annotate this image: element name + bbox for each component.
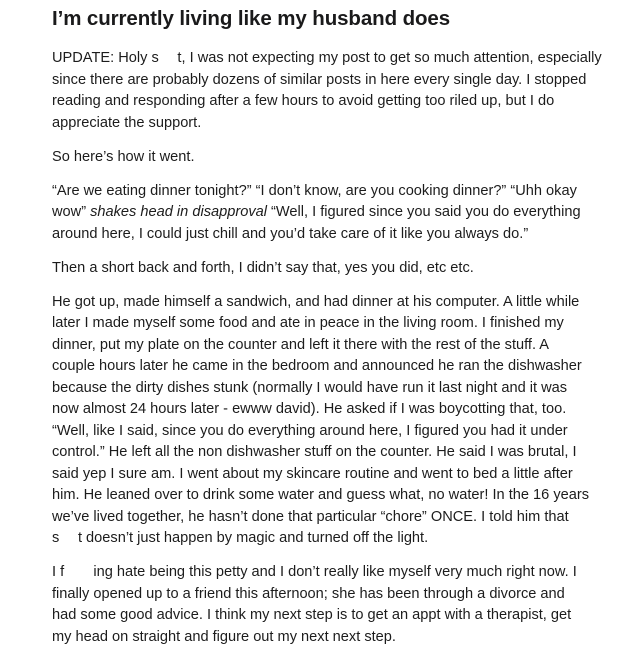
post-title: I’m currently living like my husband does [52, 7, 451, 30]
text-line: since there are probably dozens of similar posts in here every single day. I stopped [52, 71, 587, 88]
text-segment: wow” [52, 204, 91, 220]
text-line: finally opened up to a friend this afternoon; she has been through a divorce and [52, 585, 565, 602]
text-line: s t doesn’t just happen by magic and turned off the light. [52, 530, 429, 546]
story-paragraph [52, 292, 592, 550]
text-segment: “Well, I figured since you said you do everything [266, 204, 581, 220]
post [52, 4, 602, 661]
text-line: So here’s how it went. [52, 148, 195, 165]
text-line: “Well, like I said, since you do everything around here, I figured you had it under [52, 422, 568, 439]
text-line: “Are we eating dinner tonight?” “I don’t know, are you cooking dinner?” “Uhh okay [52, 182, 577, 199]
text-line: my head on straight and figure out my next next step. [52, 628, 396, 645]
post-body [52, 48, 602, 648]
update-paragraph [52, 48, 602, 134]
text-line: control.” He left all the non dishwasher stuff on the counter. He said I was brutal, I [52, 444, 577, 460]
text-line: Then a short back and forth, I didn’t say that, yes you did, etc etc. [52, 259, 474, 276]
text-line: later I made myself some food and ate in peace in the living room. I finished my [52, 315, 564, 331]
text-line: said yep I sure am. I went about my skincare routine and went to bed a little after [52, 465, 573, 482]
text-line: because the dirty dishes stunk (normally I would have run it last night and it was [52, 379, 568, 396]
text-line: UPDATE: Holy s t, I was not expecting my post to get so much attention, especially [52, 50, 602, 66]
closing-paragraph [52, 562, 592, 648]
dialogue-paragraph [52, 181, 592, 246]
text-line: I f ing hate being this petty and I don’t really like myself very much right now. I [52, 564, 577, 580]
text-line: appreciate the support. [52, 114, 202, 131]
text-line: dinner, put my plate on the counter and left it there with the rest of the stuff. A [52, 336, 550, 353]
text-line: now almost 24 hours later - ewww david). He asked if I was boycotting that, too. [52, 401, 567, 417]
text-line: couple hours later he came in the bedroom and announced he ran the dishwasher [52, 358, 582, 374]
text-line: we’ve lived together, he hasn’t done that particular “chore” ONCE. I told him that [52, 508, 569, 525]
text-line: him. He leaned over to drink some water and guess what, no water! In the 16 years [52, 487, 590, 503]
text-line: He got up, made himself a sandwich, and had dinner at his computer. A little while [52, 293, 580, 310]
paragraph [52, 258, 592, 280]
paragraph [52, 147, 592, 169]
italic-action-text: shakes head in disapproval [90, 204, 267, 220]
text-line [52, 202, 592, 224]
text-line: had some good advice. I think my next step is to get an appt with a therapist, get [52, 607, 572, 623]
text-line: reading and responding after a few hours to avoid getting too riled up, but I do [52, 93, 555, 109]
text-line: around here, I could just chill and you’d take care of it like you always do.” [52, 225, 529, 242]
